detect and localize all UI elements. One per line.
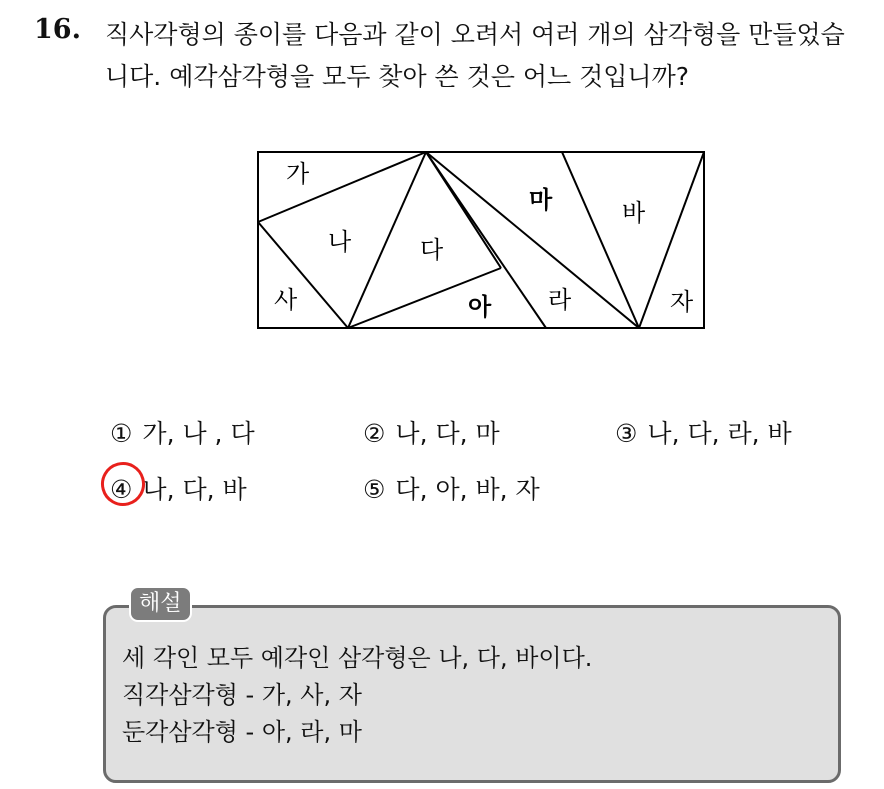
question-number: 16. — [34, 14, 81, 45]
label-na: 나 — [328, 228, 352, 256]
label-ja: 자 — [670, 288, 694, 316]
choice-text: 다, 아, 바, 자 — [395, 475, 540, 504]
label-ga: 가 — [286, 160, 310, 188]
choice-5[interactable] — [363, 470, 540, 506]
solution-tag: 해설 — [129, 586, 192, 622]
label-ra: 라 — [548, 286, 572, 314]
label-da: 다 — [420, 236, 444, 264]
solution-text — [122, 640, 592, 751]
cut-line — [426, 152, 639, 328]
choice-3[interactable] — [615, 414, 792, 450]
solution-line-1: 세 각인 모두 예각인 삼각형은 나, 다, 바이다. — [122, 644, 593, 672]
label-ba: 바 — [622, 199, 646, 227]
choice-1[interactable] — [110, 414, 255, 450]
question-line-1: 직사각형의 종이를 다음과 같이 오려서 여러 개의 삼각형을 만들었습 — [105, 20, 845, 49]
choice-number: ② — [363, 419, 386, 448]
choice-text: 나, 다, 라, 바 — [647, 419, 792, 448]
choice-number: ④ — [110, 475, 133, 504]
solution-line-2: 직각삼각형 - 가, 사, 자 — [122, 681, 362, 709]
solution-line-3: 둔각삼각형 - 아, 라, 마 — [122, 718, 362, 746]
choice-text: 나, 다, 바 — [142, 475, 247, 504]
label-a: 아 — [468, 293, 492, 321]
cut-line — [562, 152, 639, 328]
choice-text: 가, 나 , 다 — [142, 419, 255, 448]
label-ma: 마 — [529, 186, 553, 214]
choice-number: ⑤ — [363, 475, 386, 504]
cut-line — [258, 152, 426, 222]
choice-number: ③ — [615, 419, 638, 448]
choice-number: ① — [110, 419, 133, 448]
question-text — [105, 14, 875, 98]
triangle-figure — [256, 150, 706, 332]
label-sa: 사 — [274, 286, 298, 314]
choice-text: 나, 다, 마 — [395, 419, 500, 448]
question-line-2: 니다. 예각삼각형을 모두 찾아 쓴 것은 어느 것입니까? — [105, 62, 689, 91]
choice-2[interactable] — [363, 414, 500, 450]
